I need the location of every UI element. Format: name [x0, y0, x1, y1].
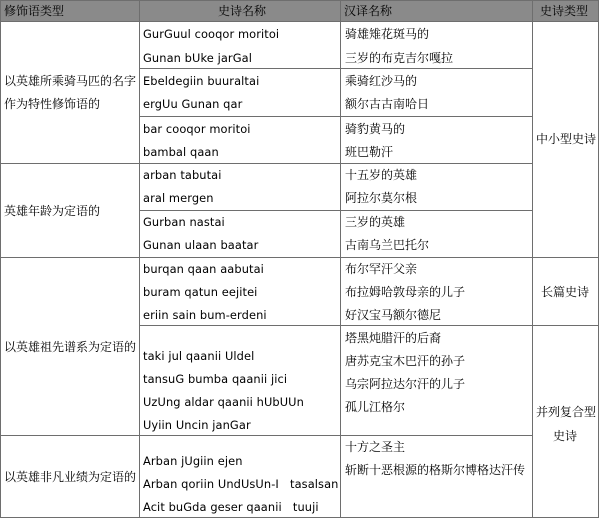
chinese-name: 班巴勒汗 — [345, 145, 394, 159]
chinese-name: 乌宗阿拉达尔汗的儿子 — [345, 377, 466, 391]
epic-name: UzUng aldar qaanii hUbUUn — [143, 395, 304, 409]
epic-name: Gunan ulaan baatar — [143, 238, 259, 252]
epic-name: eriin sain bum-erdeni — [143, 308, 267, 322]
chinese-name: 三岁的英雄 — [345, 215, 406, 229]
modifier-type-steed-line1: 以英雄所乘骑马匹的名字 — [4, 74, 137, 88]
epic-name: buram qatun eejitei — [143, 285, 258, 299]
epic-name: arban tabutai — [143, 168, 222, 182]
chinese-name: 斩断十恶根源的格斯尔博格达汗传 — [345, 463, 526, 477]
header-epic-type: 史诗类型 — [540, 4, 589, 18]
modifier-type-feats: 以英雄非凡业绩为定语的 — [4, 470, 137, 484]
chinese-name: 十五岁的英雄 — [345, 168, 418, 182]
chinese-name: 三岁的布克吉尔嘎拉 — [345, 51, 454, 65]
epic-name: Gunan bUke jarGal — [143, 51, 252, 65]
epic-name: Arban qoriin UndUsUn-I tasalsan — [143, 477, 339, 491]
epic-name: burqan qaan aabutai — [143, 262, 264, 276]
chinese-name: 骑雄雉花斑马的 — [345, 27, 430, 41]
epic-name: aral mergen — [143, 191, 214, 205]
chinese-name: 布拉姆哈敦母亲的儿子 — [345, 285, 466, 299]
header-chinese-name: 汉译名称 — [344, 4, 393, 18]
epic-name: bambal qaan — [143, 145, 219, 159]
epic-name: Gurban nastai — [143, 215, 225, 229]
header-modifier-type: 修饰语类型 — [4, 4, 65, 18]
chinese-name: 古南乌兰巴托尔 — [345, 238, 430, 252]
epic-name: Ebeldegiin buuraltai — [143, 74, 260, 88]
chinese-name: 额尔古古南哈日 — [345, 97, 430, 111]
epic-name: Acit buGda geser qaanii tuuji — [143, 500, 319, 514]
chinese-name: 骑豹黄马的 — [345, 122, 406, 136]
chinese-name: 布尔罕汗父亲 — [345, 262, 418, 276]
epic-type-composite-line2: 史诗 — [553, 429, 578, 443]
chinese-name: 乘骑红沙马的 — [345, 74, 418, 88]
epic-name: Uyiin Uncin janGar — [143, 418, 251, 432]
epic-type-composite-line1: 并列复合型 — [536, 405, 597, 419]
chinese-name: 阿拉尔莫尔根 — [345, 191, 418, 205]
chinese-name: 十方之圣主 — [345, 440, 406, 454]
header-epic-name: 史诗名称 — [218, 4, 267, 18]
epic-name: tansuG bumba qaanii jici — [143, 372, 288, 386]
chinese-name: 好汉宝马额尔德尼 — [345, 308, 442, 322]
epic-type-long: 长篇史诗 — [541, 285, 590, 299]
epic-type-small-medium: 中小型史诗 — [536, 132, 597, 146]
chinese-name: 孤儿江格尔 — [345, 400, 406, 414]
modifier-type-ancestry: 以英雄祖先谱系为定语的 — [4, 340, 137, 354]
epic-name: Arban jUgiin ejen — [143, 454, 243, 468]
epic-name: taki jul qaanii Uldel — [143, 349, 255, 363]
chinese-name: 塔黑炖腊汗的后裔 — [345, 331, 442, 345]
chinese-name: 唐苏克宝木巴汗的孙子 — [345, 354, 466, 368]
modifier-type-age: 英雄年龄为定语的 — [4, 204, 101, 218]
epic-name: GurGuul cooqor moritoi — [143, 27, 280, 41]
modifier-type-steed-line2: 作为特性修饰语的 — [4, 97, 101, 111]
epic-name: ergUu Gunan qar — [143, 97, 243, 111]
epic-name: bar cooqor moritoi — [143, 122, 251, 136]
